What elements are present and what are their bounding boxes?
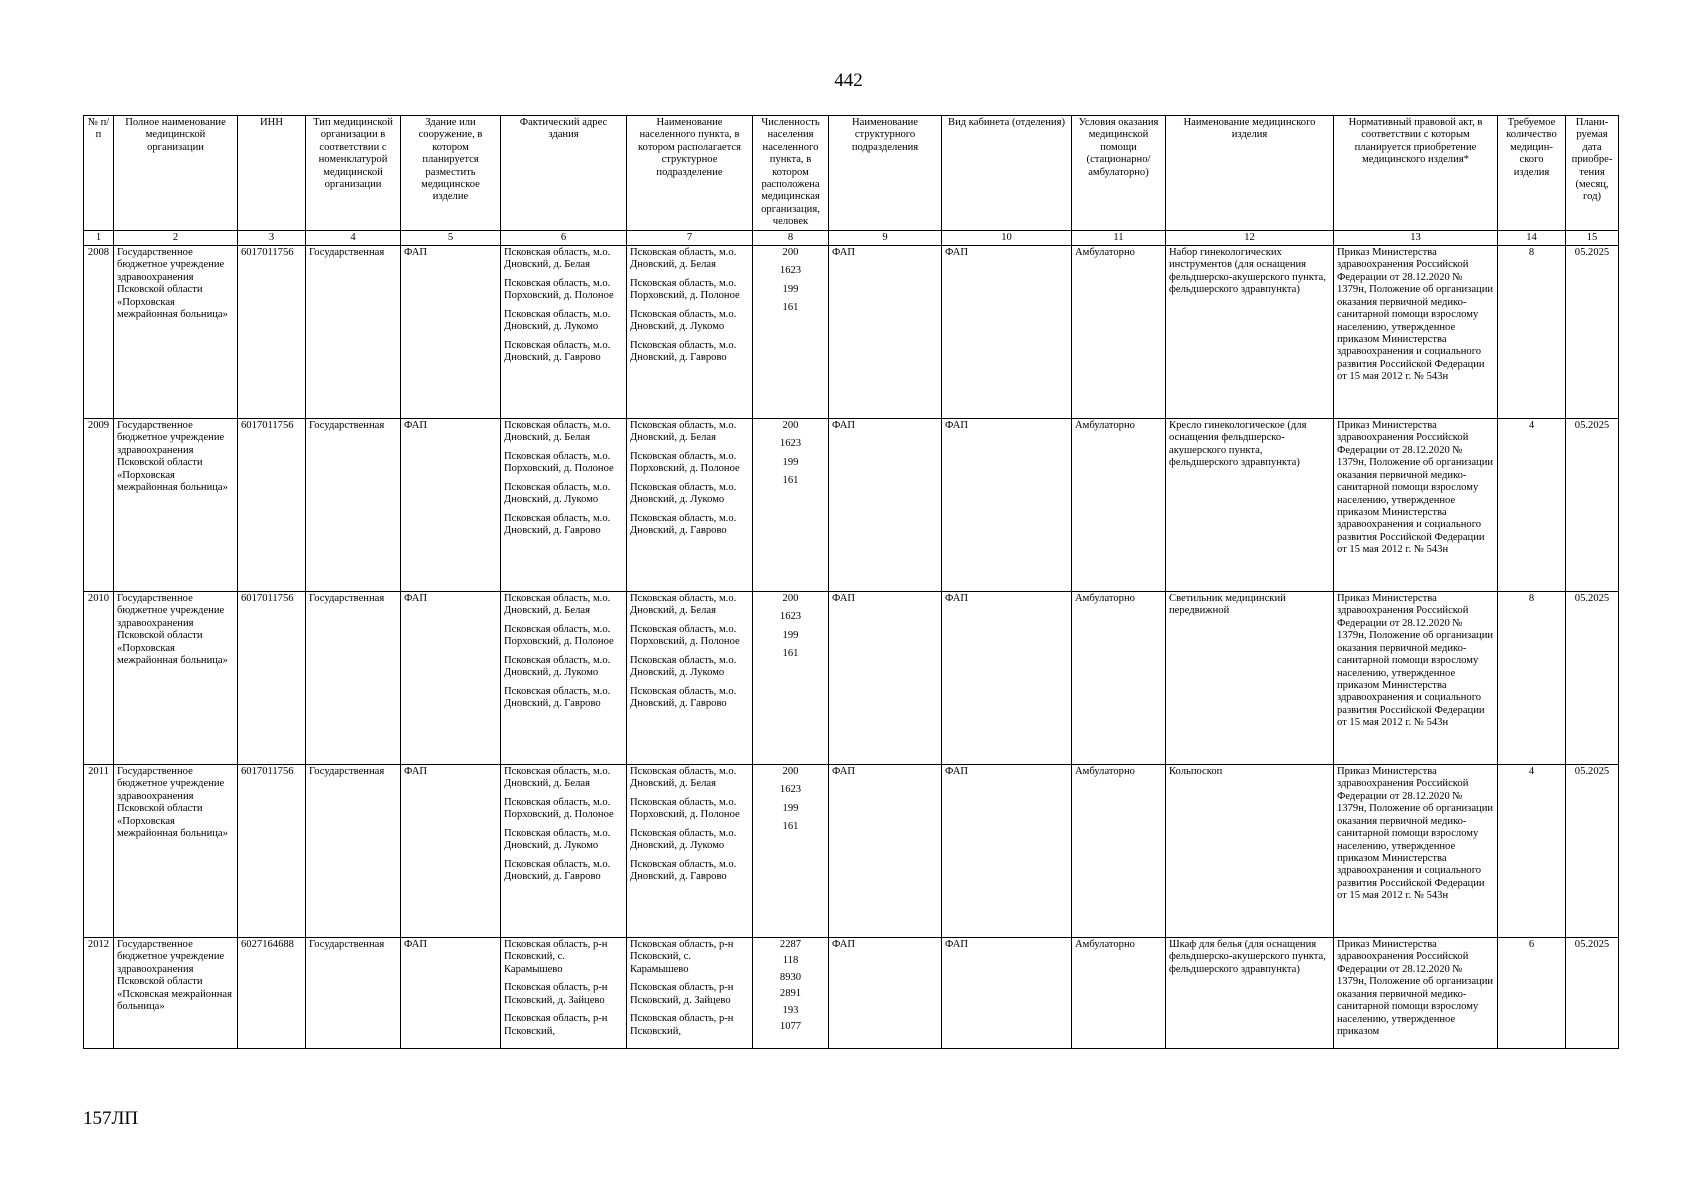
- col-header: Вид кабинета (отделения): [942, 116, 1072, 231]
- org-name: Государственное бюджетное учреждение здравоохранения Псковской области «Порховская межрайонная больница»: [114, 419, 238, 592]
- population: 199: [782, 802, 799, 814]
- cabinet: ФАП: [942, 938, 1072, 1049]
- address: Псковская область, м.о. Дновский, д. Белая: [504, 247, 611, 271]
- population: 200: [782, 420, 799, 432]
- inn: 6017011756: [238, 592, 306, 765]
- org-type: Государственная: [306, 246, 401, 419]
- legal-act: Приказ Министерства здравоохранения Российской Федерации от 28.12.2020 № 1379н, Положение об организации оказания первичной медико-санитарной помощи взрослому населению, утвержденное приказом: [1334, 938, 1498, 1049]
- col-number: 8: [753, 230, 829, 245]
- settlement: Псковская область, м.о. Дновский, д. Лукомо: [630, 827, 737, 852]
- registry-table: [83, 115, 1619, 1049]
- population: 200: [782, 593, 799, 605]
- col-number: 1: [84, 230, 114, 245]
- legal-act: Приказ Министерства здравоохранения Российской Федерации от 28.12.2020 № 1379н, Положение об организации оказания первичной медико-санитарной помощи взрослому населению, утвержденное приказом Министерства здравоохранения и социального развития Российской Федерации от 15 мая 2012 г. № 543н: [1334, 419, 1498, 592]
- settlement: Псковская область, м.о. Дновский, д. Гаврово: [630, 685, 737, 709]
- address: Псковская область, р-н Псковский,: [504, 1013, 608, 1037]
- address: Псковская область, м.о. Дновский, д. Лукомо: [504, 481, 611, 506]
- population: 118: [782, 955, 799, 967]
- col-header: Наименование населенного пункта, в котором располагается структурное подразделение: [627, 116, 753, 231]
- address-cell: [501, 419, 627, 592]
- table-row: [84, 419, 1619, 592]
- col-header: Численность населения населенного пункта, в котором расположена медицинская организация, человек: [753, 116, 829, 231]
- org-type: Государственная: [306, 592, 401, 765]
- settlement-cell: [627, 938, 753, 1049]
- address: Псковская область, м.о. Порховский, д. Полоное: [504, 623, 614, 648]
- col-number: 9: [829, 230, 942, 245]
- settlement-cell: [627, 765, 753, 938]
- purchase-date: 05.2025: [1566, 938, 1619, 1049]
- col-number: 15: [1566, 230, 1619, 245]
- col-header: Нормативный правовой акт, в соответствии с которым планируется приобретение медицинского изделия*: [1334, 116, 1498, 231]
- settlement: Псковская область, м.о. Дновский, д. Белая: [630, 247, 737, 271]
- purchase-date: 05.2025: [1566, 765, 1619, 938]
- unit: ФАП: [829, 938, 942, 1049]
- population: 200: [782, 247, 799, 259]
- purchase-date: 05.2025: [1566, 592, 1619, 765]
- legal-act: Приказ Министерства здравоохранения Российской Федерации от 28.12.2020 № 1379н, Положение об организации оказания первичной медико-санитарной помощи взрослому населению, утвержденное приказом Министерства здравоохранения и социального развития Российской Федерации от 15 мая 2012 г. № 543н: [1334, 592, 1498, 765]
- legal-act: Приказ Министерства здравоохранения Российской Федерации от 28.12.2020 № 1379н, Положение об организации оказания первичной медико-санитарной помощи взрослому населению, утвержденное приказом Министерства здравоохранения и социального развития Российской Федерации от 15 мая 2012 г. № 543н: [1334, 765, 1498, 938]
- population: 2891: [779, 988, 802, 1000]
- address: Псковская область, м.о. Дновский, д. Гаврово: [504, 858, 611, 882]
- settlement: Псковская область, м.о. Дновский, д. Белая: [630, 766, 737, 790]
- address: Псковская область, м.о. Дновский, д. Лукомо: [504, 308, 611, 333]
- col-header: Тип медицинской организации в соответствии с номенклатурой медицинской организации: [306, 116, 401, 231]
- table-row: [84, 592, 1619, 765]
- population: 2287: [779, 939, 802, 951]
- col-header: ИНН: [238, 116, 306, 231]
- settlement-cell: [627, 246, 753, 419]
- address-cell: [501, 246, 627, 419]
- row-number: 2009: [84, 419, 114, 592]
- settlement: Псковская область, м.о. Дновский, д. Лукомо: [630, 481, 737, 506]
- row-number: 2011: [84, 765, 114, 938]
- row-number: 2010: [84, 592, 114, 765]
- building: ФАП: [401, 246, 501, 419]
- address: Псковская область, р-н Псковский, с. Карамышево: [504, 939, 608, 975]
- population-cell: [753, 938, 829, 1049]
- address: Псковская область, м.о. Порховский, д. Полоное: [504, 796, 614, 821]
- settlement: Псковская область, м.о. Порховский, д. Полоное: [630, 450, 740, 475]
- quantity: 8: [1498, 246, 1566, 419]
- population: 193: [782, 1004, 799, 1016]
- org-type: Государственная: [306, 419, 401, 592]
- address: Псковская область, р-н Псковский, д. Зайцево: [504, 982, 608, 1006]
- device-name: Шкаф для белья (для оснащения фельдшерско-акушерского пункта, фельдшерского здравпункта): [1166, 938, 1334, 1049]
- inn: 6017011756: [238, 246, 306, 419]
- address: Псковская область, м.о. Дновский, д. Белая: [504, 420, 611, 444]
- col-number: 7: [627, 230, 753, 245]
- population: 1623: [779, 265, 802, 277]
- purchase-date: 05.2025: [1566, 419, 1619, 592]
- quantity: 6: [1498, 938, 1566, 1049]
- population: 1623: [779, 784, 802, 796]
- address: Псковская область, м.о. Дновский, д. Белая: [504, 766, 611, 790]
- population: 1077: [779, 1021, 802, 1033]
- inn: 6027164688: [238, 938, 306, 1049]
- population: 161: [782, 475, 799, 487]
- col-number: 11: [1072, 230, 1166, 245]
- org-name: Государственное бюджетное учреждение здравоохранения Псковской области «Порховская межрайонная больница»: [114, 246, 238, 419]
- address: Псковская область, м.о. Дновский, д. Гаврово: [504, 339, 611, 363]
- population-cell: [753, 592, 829, 765]
- conditions: Амбулаторно: [1072, 246, 1166, 419]
- settlement: Псковская область, м.о. Дновский, д. Белая: [630, 420, 737, 444]
- settlement: Псковская область, м.о. Порховский, д. Полоное: [630, 796, 740, 821]
- settlement-cell: [627, 419, 753, 592]
- address: Псковская область, м.о. Дновский, д. Гаврово: [504, 685, 611, 709]
- col-header: № п/п: [84, 116, 114, 231]
- settlement-cell: [627, 592, 753, 765]
- population: 1623: [779, 611, 802, 623]
- table-row: [84, 765, 1619, 938]
- settlement: Псковская область, м.о. Порховский, д. Полоное: [630, 277, 740, 302]
- population: 199: [782, 283, 799, 295]
- row-number: 2008: [84, 246, 114, 419]
- quantity: 4: [1498, 765, 1566, 938]
- purchase-date: 05.2025: [1566, 246, 1619, 419]
- settlement: Псковская область, м.о. Дновский, д. Гаврово: [630, 858, 737, 882]
- col-header: Плани-руемая дата приобре-тения (месяц, год): [1566, 116, 1619, 231]
- header-row: [84, 116, 1619, 231]
- col-number: 5: [401, 230, 501, 245]
- settlement: Псковская область, м.о. Дновский, д. Лукомо: [630, 308, 737, 333]
- col-header: Требуемое количество медицин-ского изделия: [1498, 116, 1566, 231]
- conditions: Амбулаторно: [1072, 419, 1166, 592]
- org-name: Государственное бюджетное учреждение здравоохранения Псковской области «Порховская межрайонная больница»: [114, 765, 238, 938]
- inn: 6017011756: [238, 419, 306, 592]
- building: ФАП: [401, 419, 501, 592]
- population: 1623: [779, 438, 802, 450]
- col-number: 2: [114, 230, 238, 245]
- conditions: Амбулаторно: [1072, 938, 1166, 1049]
- address: Псковская область, м.о. Порховский, д. Полоное: [504, 277, 614, 302]
- settlement: Псковская область, м.о. Порховский, д. Полоное: [630, 623, 740, 648]
- population: 8930: [779, 971, 802, 983]
- col-header: Наименование медицинского изделия: [1166, 116, 1334, 231]
- building: ФАП: [401, 938, 501, 1049]
- cabinet: ФАП: [942, 246, 1072, 419]
- settlement: Псковская область, р-н Псковский,: [630, 1013, 734, 1037]
- settlement: Псковская область, м.о. Дновский, д. Лукомо: [630, 654, 737, 679]
- population: 199: [782, 456, 799, 468]
- col-number: 6: [501, 230, 627, 245]
- address: Псковская область, м.о. Дновский, д. Лукомо: [504, 654, 611, 679]
- cabinet: ФАП: [942, 765, 1072, 938]
- unit: ФАП: [829, 765, 942, 938]
- col-header: Полное наименование медицинской организации: [114, 116, 238, 231]
- settlement: Псковская область, м.о. Дновский, д. Белая: [630, 593, 737, 617]
- population: 161: [782, 821, 799, 833]
- col-header: Условия оказания медицинской помощи (стационарно/ амбулаторно): [1072, 116, 1166, 231]
- page-number: 442: [834, 70, 863, 91]
- device-name: Светильник медицинский передвижной: [1166, 592, 1334, 765]
- col-number: 14: [1498, 230, 1566, 245]
- col-number: 3: [238, 230, 306, 245]
- footer-code: 157ЛП: [83, 1108, 139, 1129]
- address: Псковская область, м.о. Дновский, д. Белая: [504, 593, 611, 617]
- address: Псковская область, м.о. Дновский, д. Гаврово: [504, 512, 611, 536]
- cabinet: ФАП: [942, 419, 1072, 592]
- population: 199: [782, 629, 799, 641]
- population: 200: [782, 766, 799, 778]
- col-header: Фактический адрес здания: [501, 116, 627, 231]
- device-name: Набор гинекологических инструментов (для оснащения фельдшерско-акушерского пункта, фельдшерского здравпункта): [1166, 246, 1334, 419]
- population-cell: [753, 765, 829, 938]
- conditions: Амбулаторно: [1072, 592, 1166, 765]
- legal-act: Приказ Министерства здравоохранения Российской Федерации от 28.12.2020 № 1379н, Положение об организации оказания первичной медико-санитарной помощи взрослому населению, утвержденное приказом Министерства здравоохранения и социального развития Российской Федерации от 15 мая 2012 г. № 543н: [1334, 246, 1498, 419]
- column-number-row: [84, 230, 1619, 245]
- population: 161: [782, 302, 799, 314]
- row-number: 2012: [84, 938, 114, 1049]
- col-header: Здание или сооружение, в котором планируется разместить медицинское изделие: [401, 116, 501, 231]
- org-name: Государственное бюджетное учреждение здравоохранения Псковской области «Псковская межрайонная больница»: [114, 938, 238, 1049]
- col-number: 13: [1334, 230, 1498, 245]
- address-cell: [501, 765, 627, 938]
- unit: ФАП: [829, 592, 942, 765]
- building: ФАП: [401, 592, 501, 765]
- org-name: Государственное бюджетное учреждение здравоохранения Псковской области «Порховская межрайонная больница»: [114, 592, 238, 765]
- inn: 6017011756: [238, 765, 306, 938]
- org-type: Государственная: [306, 765, 401, 938]
- settlement: Псковская область, м.о. Дновский, д. Гаврово: [630, 512, 737, 536]
- population: 161: [782, 648, 799, 660]
- unit: ФАП: [829, 246, 942, 419]
- col-header: Наименование структурного подразделения: [829, 116, 942, 231]
- col-number: 10: [942, 230, 1072, 245]
- conditions: Амбулаторно: [1072, 765, 1166, 938]
- address-cell: [501, 938, 627, 1049]
- quantity: 8: [1498, 592, 1566, 765]
- address: Псковская область, м.о. Дновский, д. Лукомо: [504, 827, 611, 852]
- population-cell: [753, 246, 829, 419]
- device-name: Кольпоскоп: [1166, 765, 1334, 938]
- cabinet: ФАП: [942, 592, 1072, 765]
- population-cell: [753, 419, 829, 592]
- col-number: 4: [306, 230, 401, 245]
- address: Псковская область, м.о. Порховский, д. Полоное: [504, 450, 614, 475]
- table-row: [84, 246, 1619, 419]
- quantity: 4: [1498, 419, 1566, 592]
- address-cell: [501, 592, 627, 765]
- settlement: Псковская область, р-н Псковский, с. Карамышево: [630, 939, 734, 975]
- table-row: [84, 938, 1619, 1049]
- building: ФАП: [401, 765, 501, 938]
- device-name: Кресло гинекологическое (для оснащения фельдшерско-акушерского пункта, фельдшерского здравпункта): [1166, 419, 1334, 592]
- settlement: Псковская область, м.о. Дновский, д. Гаврово: [630, 339, 737, 363]
- settlement: Псковская область, р-н Псковский, д. Зайцево: [630, 982, 734, 1006]
- unit: ФАП: [829, 419, 942, 592]
- col-number: 12: [1166, 230, 1334, 245]
- org-type: Государственная: [306, 938, 401, 1049]
